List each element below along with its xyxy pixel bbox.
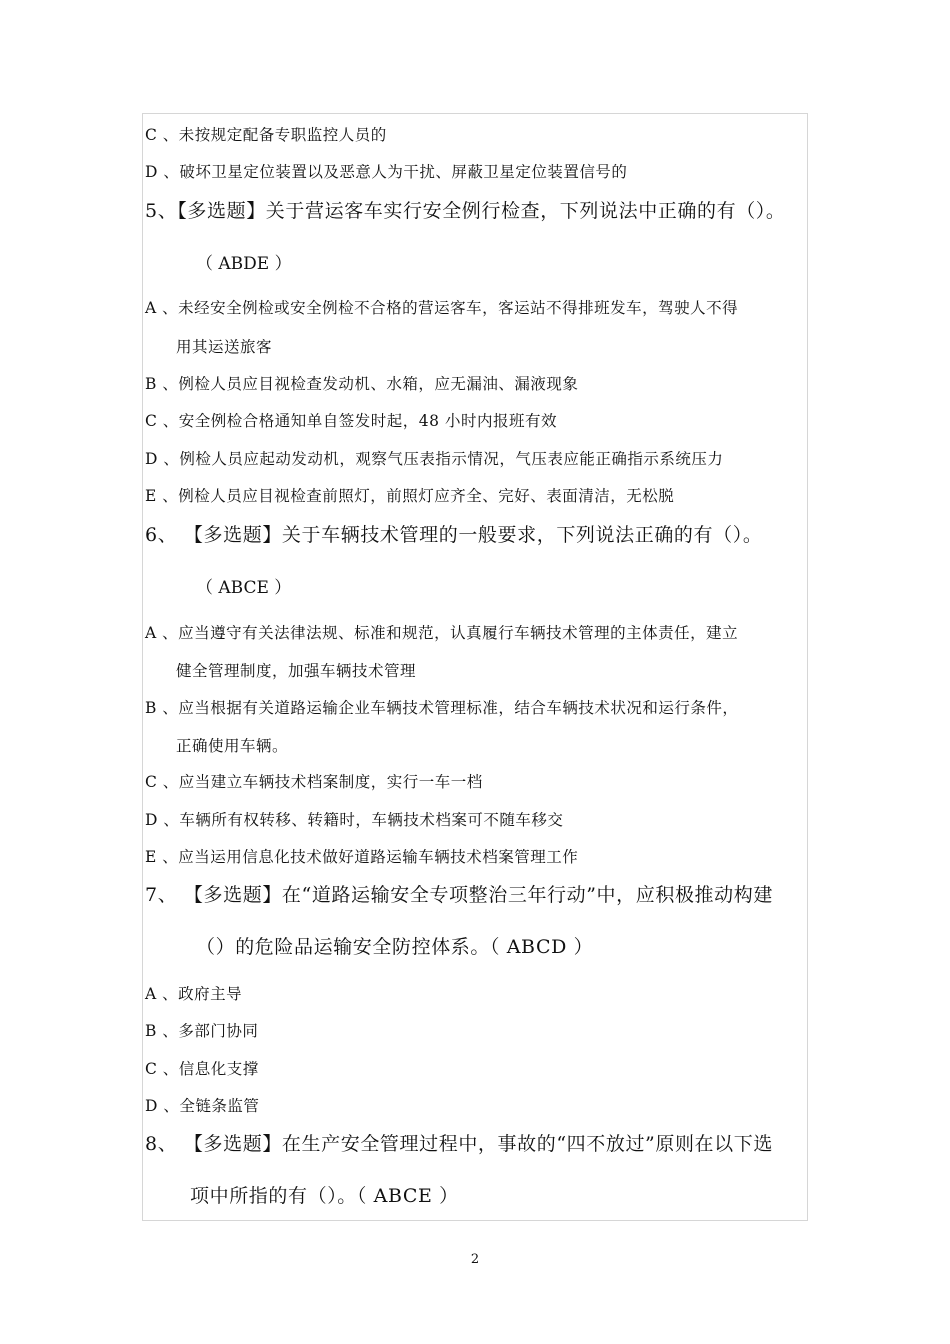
- option-b-q5: B 、例检人员应目视检查发动机、水箱，应无漏油、漏液现象: [145, 375, 579, 393]
- option-b-q6-cont: 正确使用车辆。: [176, 737, 289, 755]
- option-b-q7: B 、多部门协同: [145, 1022, 259, 1040]
- question-8: 8、 【多选题】在生产安全管理过程中，事故的“四不放过”原则在以下选: [145, 1133, 773, 1155]
- page-number: 2: [470, 1252, 480, 1267]
- option-a-q5: A 、未经安全例检或安全例检不合格的营运客车，客运站不得排班发车，驾驶人不得: [145, 299, 739, 317]
- option-d-q5: D 、例检人员应起动发动机，观察气压表指示情况，气压表应能正确指示系统压力: [145, 450, 724, 468]
- option-a-q6-cont: 健全管理制度，加强车辆技术管理: [176, 662, 417, 680]
- question-7: 7、 【多选题】在“道路运输安全专项整治三年行动”中，应积极推动构建: [145, 884, 773, 906]
- option-d-q7: D 、全链条监管: [145, 1097, 260, 1115]
- option-a-q5-cont: 用其运送旅客: [176, 338, 273, 356]
- option-c-q5: C 、安全例检合格通知单自签发时起，48 小时内报班有效: [145, 412, 557, 430]
- option-c-q4: C 、未按规定配备专职监控人员的: [145, 126, 387, 144]
- question-7-cont: （）的危险品运输安全防控体系。（ ABCD ）: [196, 936, 594, 958]
- option-d-q6: D 、车辆所有权转移、转籍时，车辆技术档案可不随车移交: [145, 811, 564, 829]
- option-a-q7: A 、政府主导: [145, 985, 243, 1003]
- question-6: 6、 【多选题】关于车辆技术管理的一般要求，下列说法正确的有（）。: [145, 524, 763, 546]
- option-e-q5: E 、例检人员应目视检查前照灯，前照灯应齐全、完好、表面清洁，无松脱: [145, 487, 675, 505]
- option-d-q4: D 、破坏卫星定位装置以及恶意人为干扰、屏蔽卫星定位装置信号的: [145, 163, 628, 181]
- answer-5: （ ABDE ）: [196, 254, 292, 274]
- question-8-cont: 项中所指的有（）。（ ABCE ）: [190, 1185, 459, 1207]
- option-c-q6: C 、应当建立车辆技术档案制度，实行一车一档: [145, 773, 483, 791]
- answer-6: （ ABCE ）: [196, 578, 292, 598]
- question-5: 5、【多选题】关于营运客车实行安全例行检查，下列说法中正确的有（）。: [145, 200, 786, 222]
- option-c-q7: C 、信息化支撑: [145, 1060, 259, 1078]
- option-a-q6: A 、应当遵守有关法律法规、标准和规范，认真履行车辆技术管理的主体责任，建立: [145, 624, 739, 642]
- option-b-q6: B 、应当根据有关道路运输企业车辆技术管理标准，结合车辆技术状况和运行条件，: [145, 699, 739, 717]
- option-e-q6: E 、应当运用信息化技术做好道路运输车辆技术档案管理工作: [145, 848, 579, 866]
